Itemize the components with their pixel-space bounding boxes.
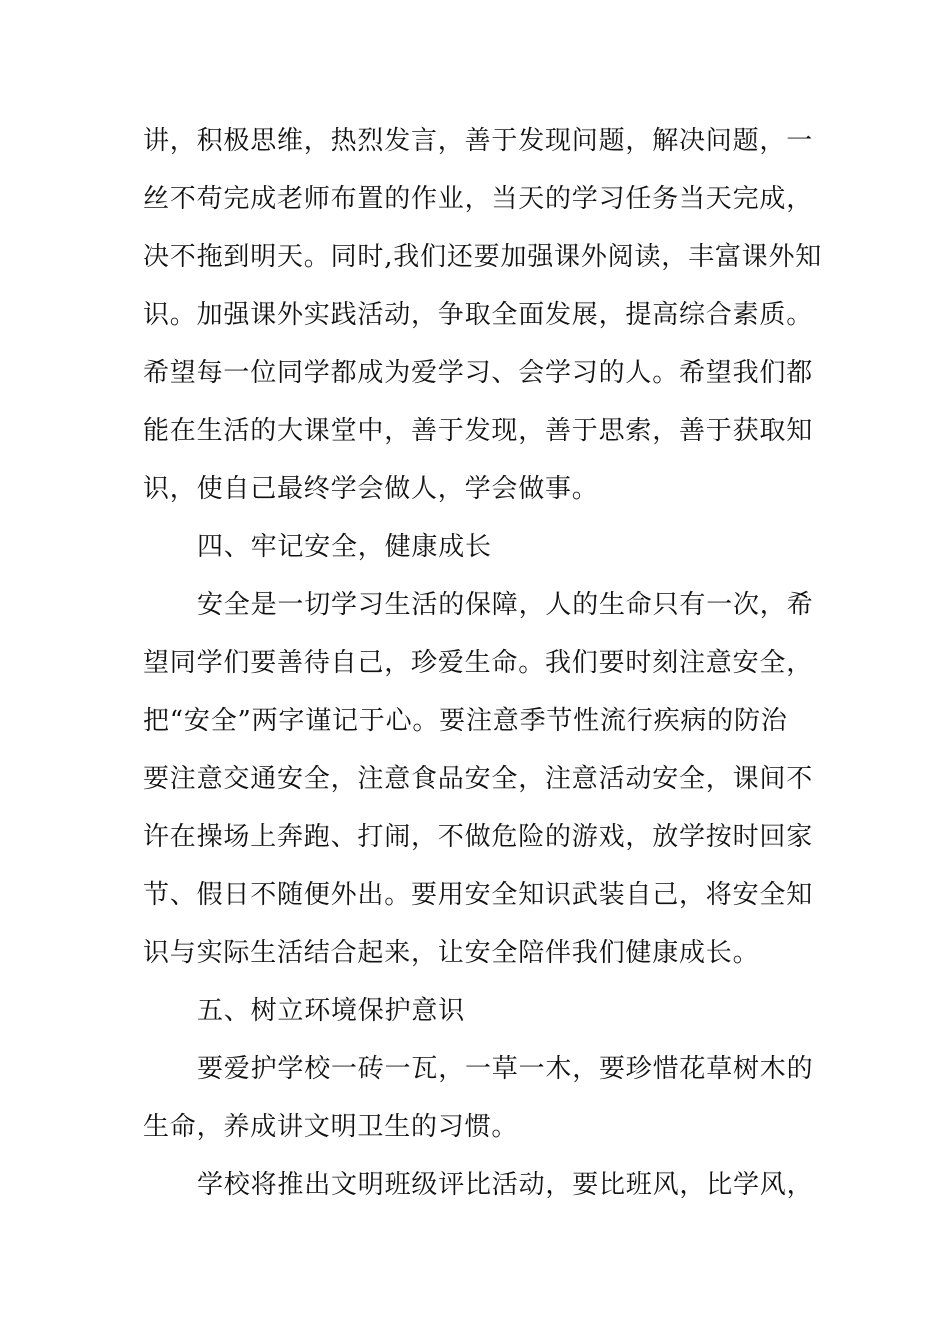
body-text	[143, 112, 823, 1214]
text-line: 生命，养成讲文明卫生的习惯。	[143, 1112, 519, 1142]
text-line: 识与实际生活结合起来，让安全陪伴我们健康成长。	[143, 938, 760, 968]
text-line: 希望每一位同学都成为爱学习、会学习的人。希望我们都	[143, 358, 814, 388]
section-heading-safety: 四、牢记安全，健康成长	[197, 532, 492, 562]
text-line: 识，使自己最终学会做人，学会做事。	[143, 474, 599, 504]
text-line: 识。加强课外实践活动，争取全面发展，提高综合素质。	[143, 300, 814, 330]
text-line: 要注意交通安全，注意食品安全，注意活动安全，课间不	[143, 764, 814, 794]
paragraph-start: 学校将推出文明班级评比活动，要比班风，比学风，	[197, 1170, 814, 1200]
text-line: 把“安全”两字谨记于心。要注意季节性流行疾病的防治	[143, 706, 788, 736]
text-line: 能在生活的大课堂中，善于发现，善于思索，善于获取知	[143, 416, 814, 446]
text-line: 决不拖到明天。同时,我们还要加强课外阅读，丰富课外知	[143, 242, 823, 272]
paragraph-start: 要爱护学校一砖一瓦，一草一木，要珍惜花草树木的	[197, 1054, 814, 1084]
text-line: 讲，积极思维，热烈发言，善于发现问题，解决问题，一	[143, 126, 814, 156]
section-heading-environment: 五、树立环境保护意识	[197, 996, 466, 1026]
text-line: 望同学们要善待自己，珍爱生命。我们要时刻注意安全，	[143, 648, 814, 678]
text-line: 许在操场上奔跑、打闹，不做危险的游戏，放学按时回家	[143, 822, 814, 852]
paragraph-start: 安全是一切学习生活的保障，人的生命只有一次，希	[197, 590, 814, 620]
text-line: 节、假日不随便外出。要用安全知识武装自己，将安全知	[143, 880, 814, 910]
text-line: 丝不苟完成老师布置的作业，当天的学习任务当天完成，	[143, 184, 814, 214]
